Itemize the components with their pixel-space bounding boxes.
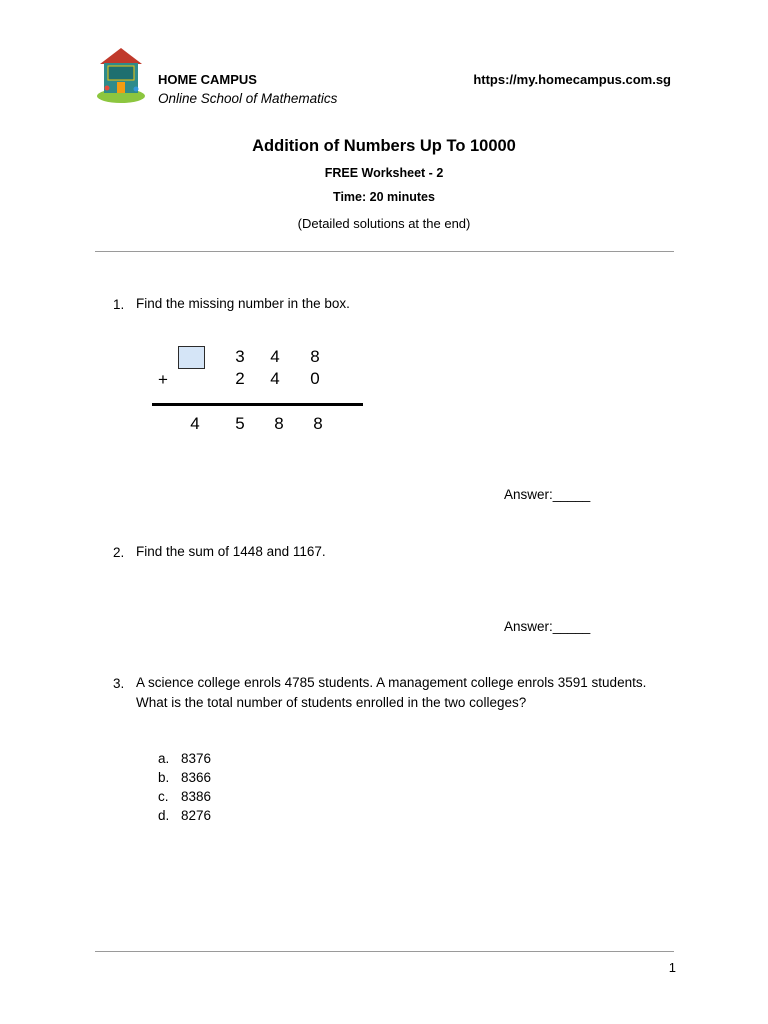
question-2-answer-blank[interactable]: Answer:_____ <box>504 619 591 634</box>
option-b-value[interactable]: 8366 <box>181 770 212 785</box>
option-letter: b. <box>158 770 170 785</box>
brand-name: HOME CAMPUS <box>158 72 257 87</box>
question-3-number: 3. <box>113 676 125 691</box>
addend-2-digit: 4 <box>270 369 280 388</box>
addend-2-digit: 0 <box>310 369 320 388</box>
option-c-value[interactable]: 8386 <box>181 789 212 804</box>
option-a-value[interactable]: 8376 <box>181 751 212 766</box>
addend-1-digit: 4 <box>270 347 280 366</box>
question-1-answer-blank[interactable]: Answer:_____ <box>504 487 591 502</box>
worksheet-note: (Detailed solutions at the end) <box>297 216 471 231</box>
missing-number-box[interactable] <box>178 346 205 369</box>
option-d-value[interactable]: 8276 <box>181 808 212 823</box>
sum-digit: 8 <box>313 414 323 433</box>
site-url-link[interactable]: https://my.homecampus.com.sg <box>473 72 671 87</box>
worksheet-subtitle: FREE Worksheet - 2 <box>324 166 444 180</box>
sum-line <box>152 403 363 406</box>
school-house-icon <box>96 46 146 104</box>
worksheet-time: Time: 20 minutes <box>333 190 435 204</box>
question-1-text: Find the missing number in the box. <box>136 296 350 311</box>
addend-1-digit: 8 <box>310 347 320 366</box>
footer-divider <box>95 951 674 952</box>
home-campus-logo <box>96 46 146 104</box>
question-1-number: 1. <box>113 297 125 312</box>
option-letter: a. <box>158 751 170 766</box>
question-2-number: 2. <box>113 545 125 560</box>
sum-digit: 4 <box>190 414 200 433</box>
sum-digit: 8 <box>274 414 284 433</box>
addend-2-digit: 2 <box>235 369 245 388</box>
option-letter: c. <box>158 789 169 804</box>
plus-operator: + <box>158 370 168 389</box>
sum-digit: 5 <box>235 414 245 433</box>
header-divider <box>95 251 674 252</box>
question-3-text-line-1: A science college enrols 4785 students. A management college enrols 3591 students. <box>136 675 647 690</box>
question-2-text: Find the sum of 1448 and 1167. <box>136 544 326 559</box>
worksheet-title: Addition of Numbers Up To 10000 <box>252 137 516 155</box>
addend-1-digit: 3 <box>235 347 245 366</box>
brand-tagline: Online School of Mathematics <box>158 91 338 106</box>
page-number: 1 <box>668 960 676 975</box>
option-letter: d. <box>158 808 170 823</box>
question-3-text-line-2: What is the total number of students enrolled in the two colleges? <box>136 695 527 710</box>
